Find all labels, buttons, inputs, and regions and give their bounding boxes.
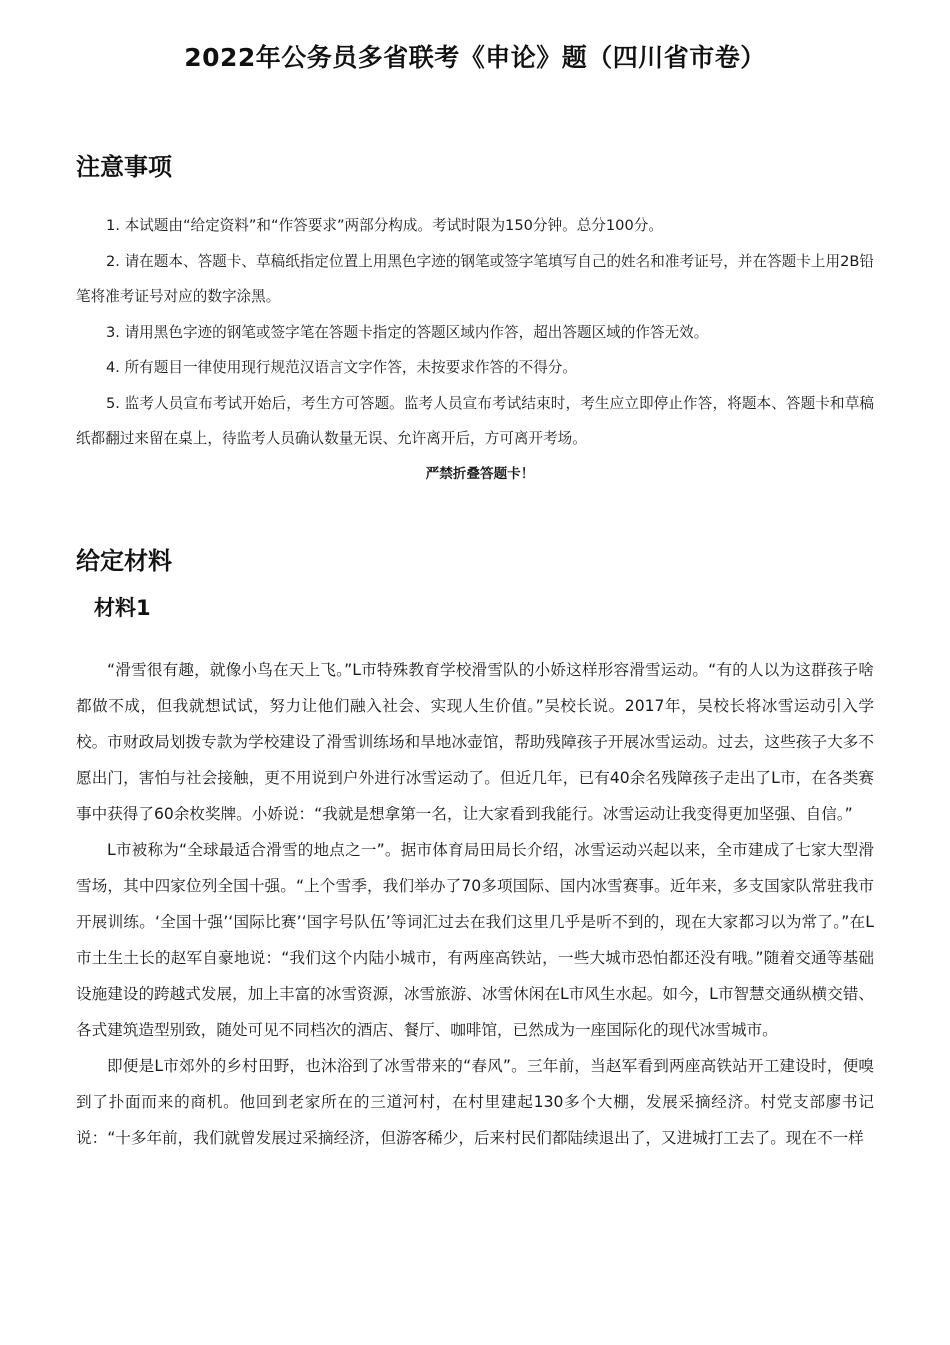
notice-list	[76, 208, 874, 492]
material-paragraph: L市被称为“全球最适合滑雪的地点之一”。据市体育局田局长介绍，冰雪运动兴起以来，全市建成了七家大型滑雪场，其中四家位列全国十强。“上个雪季，我们举办了70多项国际、国内冰雪赛事。近年来，多支国家队常驻我市开展训练。‘全国十强’‘国际比赛’‘国字号队伍’等词汇过去在我们这里几乎是听不到的，现在大家都习以为常了。”在L市土生土长的赵军自豪地说：“我们这个内陆小城市，有两座高铁站，一些大城市恐怕都还没有哦。”随着交通等基础设施建设的跨越式发展，加上丰富的冰雪资源，冰雪旅游、冰雪休闲在L市风生水起。如今，L市智慧交通纵横交错、各式建筑造型别致，随处可见不同档次的酒店、餐厅、咖啡馆，已然成为一座国际化的现代冰雪城市。	[76, 841, 874, 1039]
notice-item: 2. 请在题本、答题卡、草稿纸指定位置上用黑色字迹的钢笔或签字笔填写自己的姓名和准考证号，并在答题卡上用2B铅笔将准考证号对应的数字涂黑。	[76, 252, 874, 305]
material-1-heading: 材料1	[94, 596, 151, 620]
material-paragraph: 即便是L市郊外的乡村田野，也沐浴到了冰雪带来的“春风”。三年前，当赵军看到两座高铁站开工建设时，便嗅到了扑面而来的商机。他回到老家所在的三道河村，在村里建起130多个大棚，发展采摘经济。村党支部廖书记说：“十多年前，我们就曾发展过采摘经济，但游客稀少，后来村民们都陆续退出了，又进城打工去了。现在不一样	[76, 1057, 874, 1147]
notice-item: 1. 本试题由“给定资料”和“作答要求”两部分构成。考试时限为150分钟。总分100分。	[106, 217, 663, 234]
notice-heading: 注意事项	[76, 153, 172, 181]
warning-text: 严禁折叠答题卡！	[425, 465, 535, 482]
material-paragraph: “滑雪很有趣，就像小鸟在天上飞。”L市特殊教育学校滑雪队的小娇这样形容滑雪运动。“有的人以为这群孩子啥都做不成，但我就想试试，努力让他们融入社会、实现人生价值。”吴校长说。2017年，吴校长将冰雪运动引入学校。市财政局划拨专款为学校建设了滑雪训练场和旱地冰壶馆，帮助残障孩子开展冰雪运动。过去，这些孩子大多不愿出门，害怕与社会接触，更不用说到户外进行冰雪运动了。但近几年，已有40余名残障孩子走出了L市，在各类赛事中获得了60余枚奖牌。小娇说：“我就是想拿第一名，让大家看到我能行。冰雪运动让我变得更加坚强、自信。”	[76, 661, 874, 823]
notice-item: 5. 监考人员宣布考试开始后，考生方可答题。监考人员宣布考试结束时，考生应立即停止作答，将题本、答题卡和草稿纸都翻过来留在桌上，待监考人员确认数量无误、允许离开后，方可离开考场。	[76, 394, 874, 447]
document-title: 2022年公务员多省联考《申论》题（四川省市卷）	[184, 43, 766, 72]
notice-item: 3. 请用黑色字迹的钢笔或签字笔在答题卡指定的答题区域内作答，超出答题区域的作答无效。	[106, 323, 709, 341]
notice-item: 4. 所有题目一律使用现行规范汉语言文字作答，未按要求作答的不得分。	[106, 359, 577, 376]
material-1-body	[76, 652, 874, 1156]
given-material-heading: 给定材料	[76, 547, 172, 575]
